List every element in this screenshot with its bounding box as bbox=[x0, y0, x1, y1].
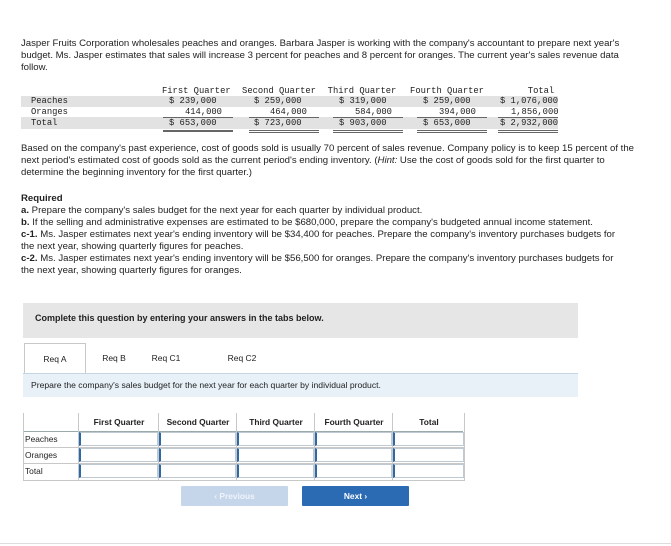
next-button[interactable] bbox=[302, 486, 409, 506]
tab-req-a[interactable]: Req A bbox=[24, 343, 86, 374]
table-cell: $ 903,000 bbox=[339, 118, 387, 128]
oranges-q4-input[interactable] bbox=[315, 448, 392, 462]
double-rule bbox=[333, 130, 403, 133]
peaches-q2-input[interactable] bbox=[159, 432, 236, 446]
table-cell: $ 653,000 bbox=[169, 118, 217, 128]
column-header: Total bbox=[419, 417, 439, 427]
required-list bbox=[21, 205, 621, 277]
required-item bbox=[21, 229, 621, 253]
peaches-q4-input[interactable] bbox=[315, 432, 392, 446]
table-cell: 394,000 bbox=[439, 107, 476, 117]
required-tag: c-2. bbox=[21, 253, 38, 264]
column-header: Second Quarter bbox=[166, 417, 230, 427]
peaches-q1-input[interactable] bbox=[79, 432, 158, 446]
required-text: Ms. Jasper estimates next year's ending inventory will be $56,500 for oranges. Prepare the company's inventory purchases budgets for the next year, showing quarterly figures for oranges. bbox=[21, 253, 614, 276]
required-item bbox=[21, 205, 621, 217]
row-label: Total bbox=[31, 118, 58, 128]
peaches-q3-input[interactable] bbox=[237, 432, 314, 446]
cost-text: Based on the company's past experience, cost of goods sold is usually 70 percent of sales revenue. Company policy is to keep 15 percent of the next period's estimated cost of goods sold as the current period's ending inventory. ( bbox=[21, 143, 634, 166]
table-cell: $ 723,000 bbox=[254, 118, 302, 128]
required-title: Required bbox=[21, 193, 63, 204]
double-rule bbox=[163, 130, 233, 132]
required-item bbox=[21, 253, 621, 277]
required-text: If the selling and administrative expenses are estimated to be $680,000, prepare the company's budgeted annual income statement. bbox=[29, 217, 593, 228]
table-cell: 584,000 bbox=[355, 107, 392, 117]
column-header: First Quarter bbox=[162, 86, 231, 96]
required-tag: a. bbox=[21, 205, 30, 216]
table-cell: $ 2,932,000 bbox=[500, 118, 559, 128]
required-text: Prepare the company's sales budget for the next year for each quarter by individual product. bbox=[29, 205, 423, 216]
table-cell: 414,000 bbox=[185, 107, 222, 117]
peaches-total-input[interactable] bbox=[393, 432, 464, 446]
previous-label: Previous bbox=[219, 491, 255, 501]
column-header: Second Quarter bbox=[242, 86, 316, 96]
tab-req-c2[interactable]: Req C2 bbox=[227, 353, 257, 363]
row-label: Peaches bbox=[25, 434, 58, 444]
problem-intro: Jasper Fruits Corporation wholesales peaches and oranges. Barbara Jasper is working with the company's accountant to prepare next year's budget. Ms. Jasper estimates that sales will increase 3 percent for peaches and 8 percent for oranges. The current year's sales revenue data follow. bbox=[21, 38, 620, 73]
table-cell: 464,000 bbox=[270, 107, 307, 117]
table-cell: $ 259,000 bbox=[254, 96, 302, 106]
oranges-q3-input[interactable] bbox=[237, 448, 314, 462]
total-q4-input[interactable] bbox=[315, 464, 392, 478]
column-header: Total bbox=[527, 86, 555, 96]
oranges-total-input[interactable] bbox=[393, 448, 464, 462]
table-cell: $ 259,000 bbox=[423, 96, 471, 106]
table-cell: $ 239,000 bbox=[169, 96, 217, 106]
tab-instruction: Prepare the company's sales budget for the next year for each quarter by individual product. bbox=[23, 373, 578, 397]
row-label: Peaches bbox=[31, 96, 68, 106]
bottom-divider bbox=[0, 543, 671, 544]
next-label: Next bbox=[343, 491, 363, 501]
required-item bbox=[21, 217, 621, 229]
tab-req-c1[interactable]: Req C1 bbox=[151, 353, 181, 363]
column-header: Third Quarter bbox=[327, 86, 397, 96]
chevron-right-icon: › bbox=[362, 491, 368, 501]
double-rule bbox=[498, 130, 558, 133]
table-cell: 1,856,000 bbox=[511, 107, 559, 117]
row-label: Oranges bbox=[31, 107, 68, 117]
cost-paragraph bbox=[21, 143, 643, 179]
chevron-left-icon: ‹ bbox=[214, 491, 220, 501]
total-total-input[interactable] bbox=[393, 464, 464, 478]
tab-req-b[interactable]: Req B bbox=[102, 353, 126, 363]
table-cell: $ 319,000 bbox=[339, 96, 387, 106]
required-text: Ms. Jasper estimates next year's ending inventory will be $34,400 for peaches. Prepare the company's inventory purchases budgets for the next year, showing quarterly figures for peaches. bbox=[21, 229, 616, 252]
row-label: Total bbox=[25, 466, 43, 476]
column-header: Fourth Quarter bbox=[410, 86, 484, 96]
oranges-q2-input[interactable] bbox=[159, 448, 236, 462]
total-q3-input[interactable] bbox=[237, 464, 314, 478]
double-rule bbox=[417, 130, 487, 133]
double-rule bbox=[249, 130, 319, 133]
instruction-banner: Complete this question by entering your answers in the tabs below. bbox=[23, 303, 578, 338]
column-header: Fourth Quarter bbox=[324, 417, 384, 427]
column-header: First Quarter bbox=[93, 417, 145, 427]
required-tag: c-1. bbox=[21, 229, 38, 240]
total-q1-input[interactable] bbox=[79, 464, 158, 478]
hint-text: Use the cost of goods sold for the first quarter to determine the beginning inventory for the first quarter.) bbox=[21, 155, 605, 178]
table-cell: $ 1,076,000 bbox=[500, 96, 559, 106]
previous-button[interactable] bbox=[181, 486, 288, 506]
oranges-q1-input[interactable] bbox=[79, 448, 158, 462]
column-header: Third Quarter bbox=[249, 417, 303, 427]
table-cell: $ 653,000 bbox=[423, 118, 471, 128]
row-label: Oranges bbox=[25, 450, 58, 460]
required-tag: b. bbox=[21, 217, 30, 228]
row-rule bbox=[23, 480, 465, 481]
hint-label: Hint: bbox=[377, 155, 398, 166]
total-q2-input[interactable] bbox=[159, 464, 236, 478]
